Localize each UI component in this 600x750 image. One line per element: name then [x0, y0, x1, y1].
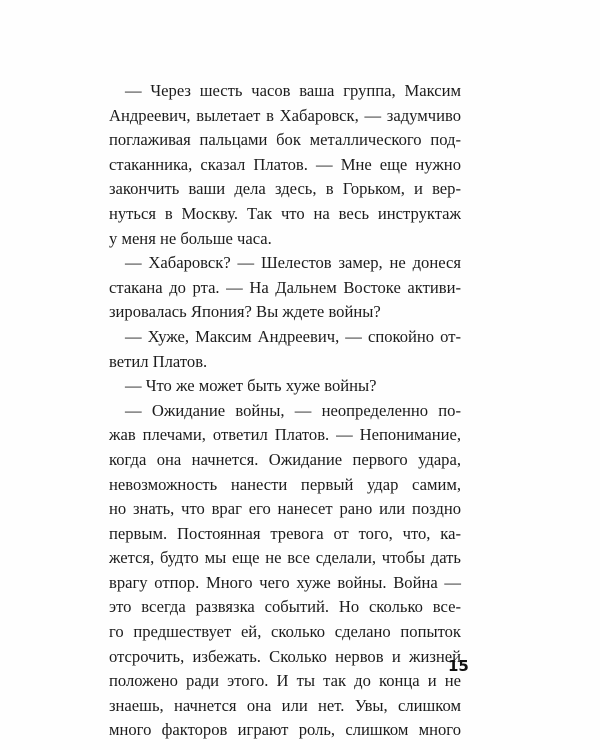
- text-line: поглаживая пальцами бок металлического под-: [109, 130, 461, 150]
- text-line: — Что же может быть хуже войны?: [125, 376, 377, 396]
- text-line: — Через шесть часов ваша группа, Максим: [125, 81, 461, 100]
- text-line: нуться в Москву. Так что на весь инструктаж: [109, 203, 461, 223]
- text-line: ветил Платов.: [109, 351, 208, 371]
- text-line: но знать, что враг его нанесет рано или поздно: [109, 499, 461, 519]
- text-line: это всегда развязка событий. Но сколько все-: [109, 597, 461, 617]
- body-text: [109, 79, 469, 743]
- text-line: — Хуже, Максим Андреевич, — спокойно от-: [125, 326, 461, 346]
- text-line: зировалась Япония? Вы ждете войны?: [109, 302, 381, 322]
- text-line: — Хабаровск? — Шелестов замер, не донеся: [125, 253, 461, 273]
- text-line: го предшествует ей, сколько сделано попыток: [109, 622, 461, 642]
- text-line: жется, будто мы еще не все сделали, чтобы дать: [109, 548, 461, 568]
- text-line: знаешь, начнется она или нет. Увы, слишком: [109, 695, 461, 715]
- text-line: у меня не больше часа.: [109, 228, 272, 248]
- text-line: первым. Постоянная тревога от того, что, ка-: [109, 523, 461, 543]
- text-line: жав плечами, ответил Платов. — Непонимание,: [109, 425, 461, 445]
- text-line: стакана до рта. — На Дальнем Востоке активи-: [109, 277, 461, 297]
- text-line: Андреевич, вылетает в Хабаровск, — задумчиво: [109, 105, 461, 125]
- page-number: 15: [448, 657, 469, 675]
- text-line: врагу отпор. Много чего хуже войны. Война —: [109, 572, 461, 592]
- text-line: закончить ваши дела здесь, в Горьком, и вер-: [109, 179, 461, 199]
- text-line: много факторов играют роль, слишком много: [109, 720, 461, 740]
- text-line: положено ради этого. И ты так до конца и не: [109, 671, 461, 691]
- text-line: — Ожидание войны, — неопределенно по-: [125, 400, 461, 420]
- text-line: когда она начнется. Ожидание первого удара,: [109, 449, 461, 469]
- text-line: отсрочить, избежать. Сколько нервов и жизней: [109, 646, 461, 666]
- text-line: невозможность нанести первый удар самим,: [109, 474, 461, 494]
- text-line: стаканника, сказал Платов. — Мне еще нужно: [109, 154, 461, 174]
